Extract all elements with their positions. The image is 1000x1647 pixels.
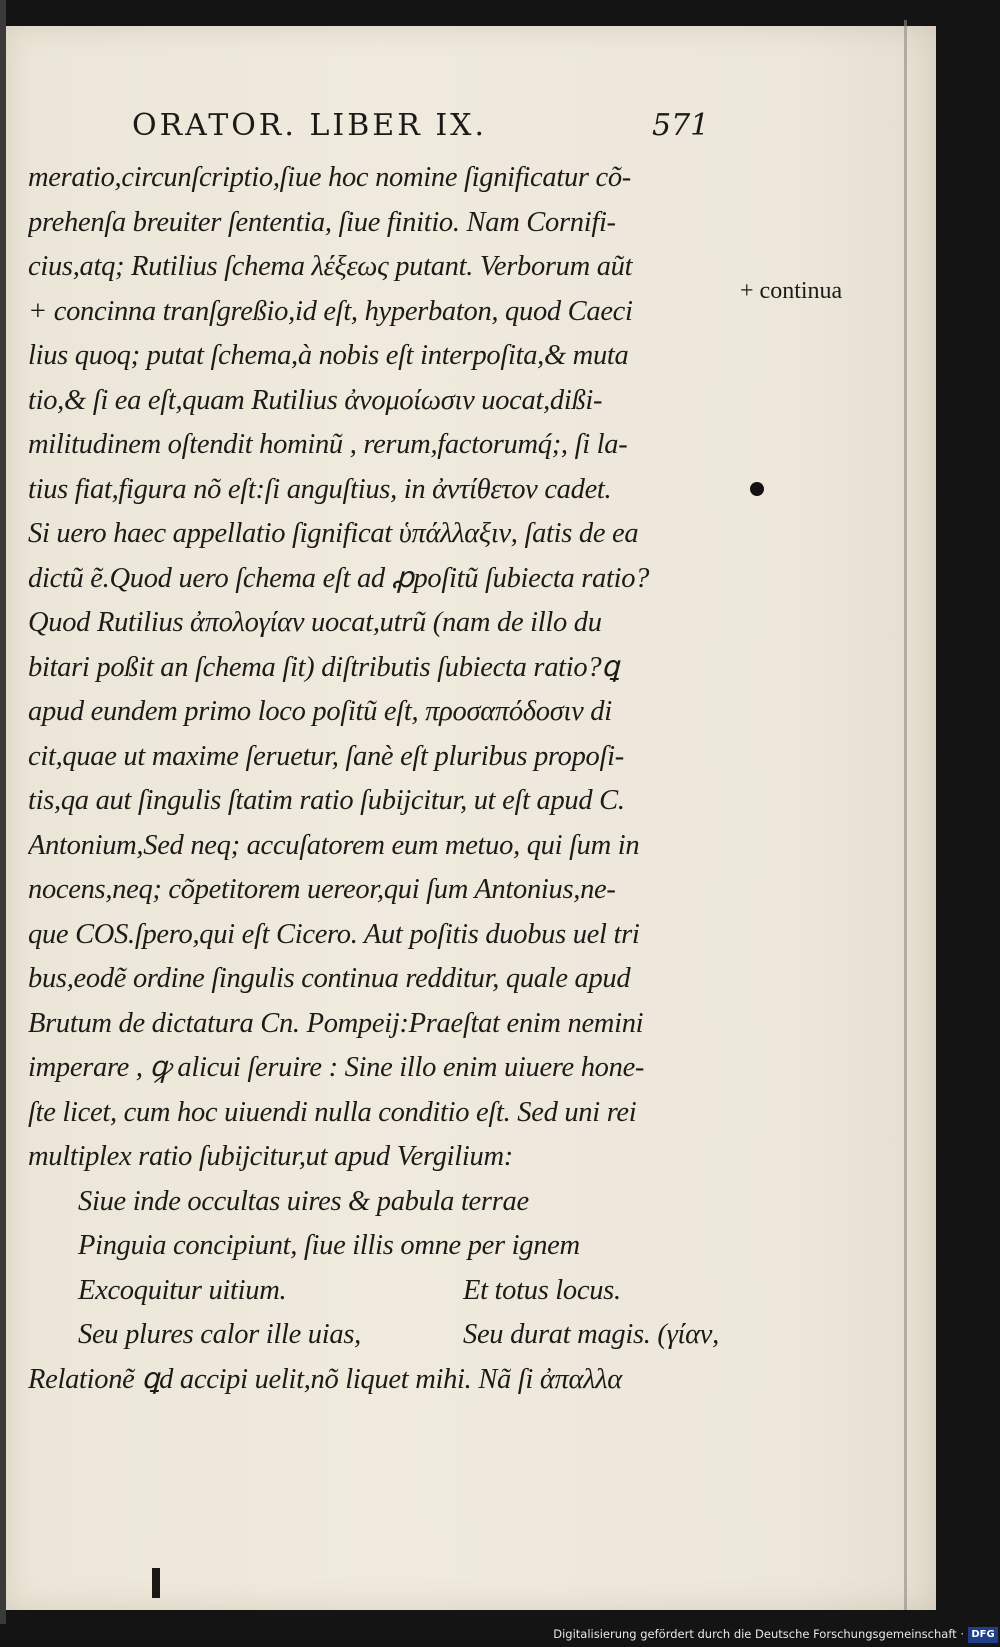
text-line-last: Relationẽ ꝗd accipi uelit,nõ liquet mihi. Nã ſi ἀπαλλα (28, 1363, 622, 1395)
verse-line (28, 1313, 728, 1358)
running-head-title: ORATOR. LIBER IX. (132, 108, 488, 143)
verse-first-part: Excoquitur uitium. (78, 1274, 287, 1306)
verse-line (28, 1269, 728, 1314)
page-edge (904, 20, 907, 1610)
text-line: bus,eodẽ ordine ſingulis continua redditur, quale apud (28, 963, 631, 994)
text-line: Quod Rutilius ἀπολογίαν uocat,utrũ (nam de illo du (28, 607, 602, 638)
text-line: cius,atq; Rutilius ſchema λέξεως putant. Verborum aũt (28, 251, 633, 282)
ink-stroke-mark (152, 1568, 160, 1598)
verse-second-part: Seu durat magis. (γίαν, (463, 1319, 719, 1350)
verse-second-part: Et totus locus. (463, 1274, 621, 1306)
text-line: tius fiat,figura nõ eſt:ſi anguſtius, in ἀντίθετον cadet. (28, 473, 612, 505)
text-line: + concinna tranſgreßio,id eſt, hyperbaton, quod Caeci (28, 295, 633, 327)
text-line: meratio,circunſcriptio,ſiue hoc nomine ſignificatur cõ- (28, 162, 631, 193)
verse-first-part: Seu plures calor ille uias, (78, 1319, 361, 1350)
running-head (132, 108, 732, 148)
funding-credit: Digitalisierung gefördert durch die Deutsche Forschungsgemeinschaft · (553, 1627, 964, 1641)
text-line: Brutum de dictatura Cn. Pompeij:Praeſtat enim nemini (28, 1007, 644, 1039)
text-line: imperare , ꝙ alicui ſeruire : Sine illo enim uiuere hone- (28, 1052, 645, 1083)
text-line: Antonium,Sed neq; accuſatorem eum metuo, qui ſum in (28, 829, 640, 861)
text-line: bitari poßit an ſchema ſit) diſtributis ſubiecta ratio?ꝗ (28, 651, 620, 683)
text-line: lius quoq; putat ſchema,à nobis eſt interpoſita,& muta (28, 340, 629, 371)
verse-line (28, 1224, 728, 1269)
text-line: apud eundem primo loco poſitũ eſt, προσαπόδοσιν di (28, 696, 612, 727)
digitization-footer (0, 1624, 1000, 1647)
page-number: 571 (652, 108, 710, 143)
verse-first-part: Siue inde occultas uires & pabula terrae (78, 1185, 529, 1217)
verse-first-part: Pinguia concipiunt, ſiue illis omne per ignem (78, 1230, 580, 1261)
text-line: cit,quae ut maxime ſeruetur, ſanè eſt pluribus propoſi- (28, 740, 624, 772)
dfg-logo-icon: DFG (968, 1627, 998, 1643)
verse-line (28, 1180, 728, 1225)
text-line: tis,qa aut ſingulis ſtatim ratio ſubijcitur, ut eſt apud C. (28, 785, 625, 816)
marginal-annotation: + continua (740, 278, 843, 304)
text-line: prehenſa breuiter ſententia, ſiue finitio. Nam Cornifi- (28, 206, 616, 238)
text-line: que COS.ſpero,qui eſt Cicero. Aut poſitis duobus uel tri (28, 918, 640, 950)
ink-dot-mark (750, 482, 764, 496)
text-line: tio,& ſi ea eſt,quam Rutilius ἀνομοίωσιν uocat,dißi- (28, 384, 603, 416)
text-line: multiplex ratio ſubijcitur,ut apud Vergilium: (28, 1141, 513, 1172)
text-line: militudinem oſtendit hominũ , rerum,factorumq́;, ſi la- (28, 429, 628, 460)
text-line: dictũ ẽ.Quod uero ſchema eſt ad ꝓpoſitũ ſubiecta ratio? (28, 562, 650, 594)
text-line: nocens,neq; cõpetitorem uereor,qui ſum Antonius,ne- (28, 874, 616, 905)
body-text (28, 156, 728, 1402)
text-line: Si uero haec appellatio ſignificat ὑπάλλαξιν, ſatis de ea (28, 518, 639, 549)
text-line: ſte licet, cum hoc uiuendi nulla conditio eſt. Sed uni rei (28, 1096, 637, 1128)
